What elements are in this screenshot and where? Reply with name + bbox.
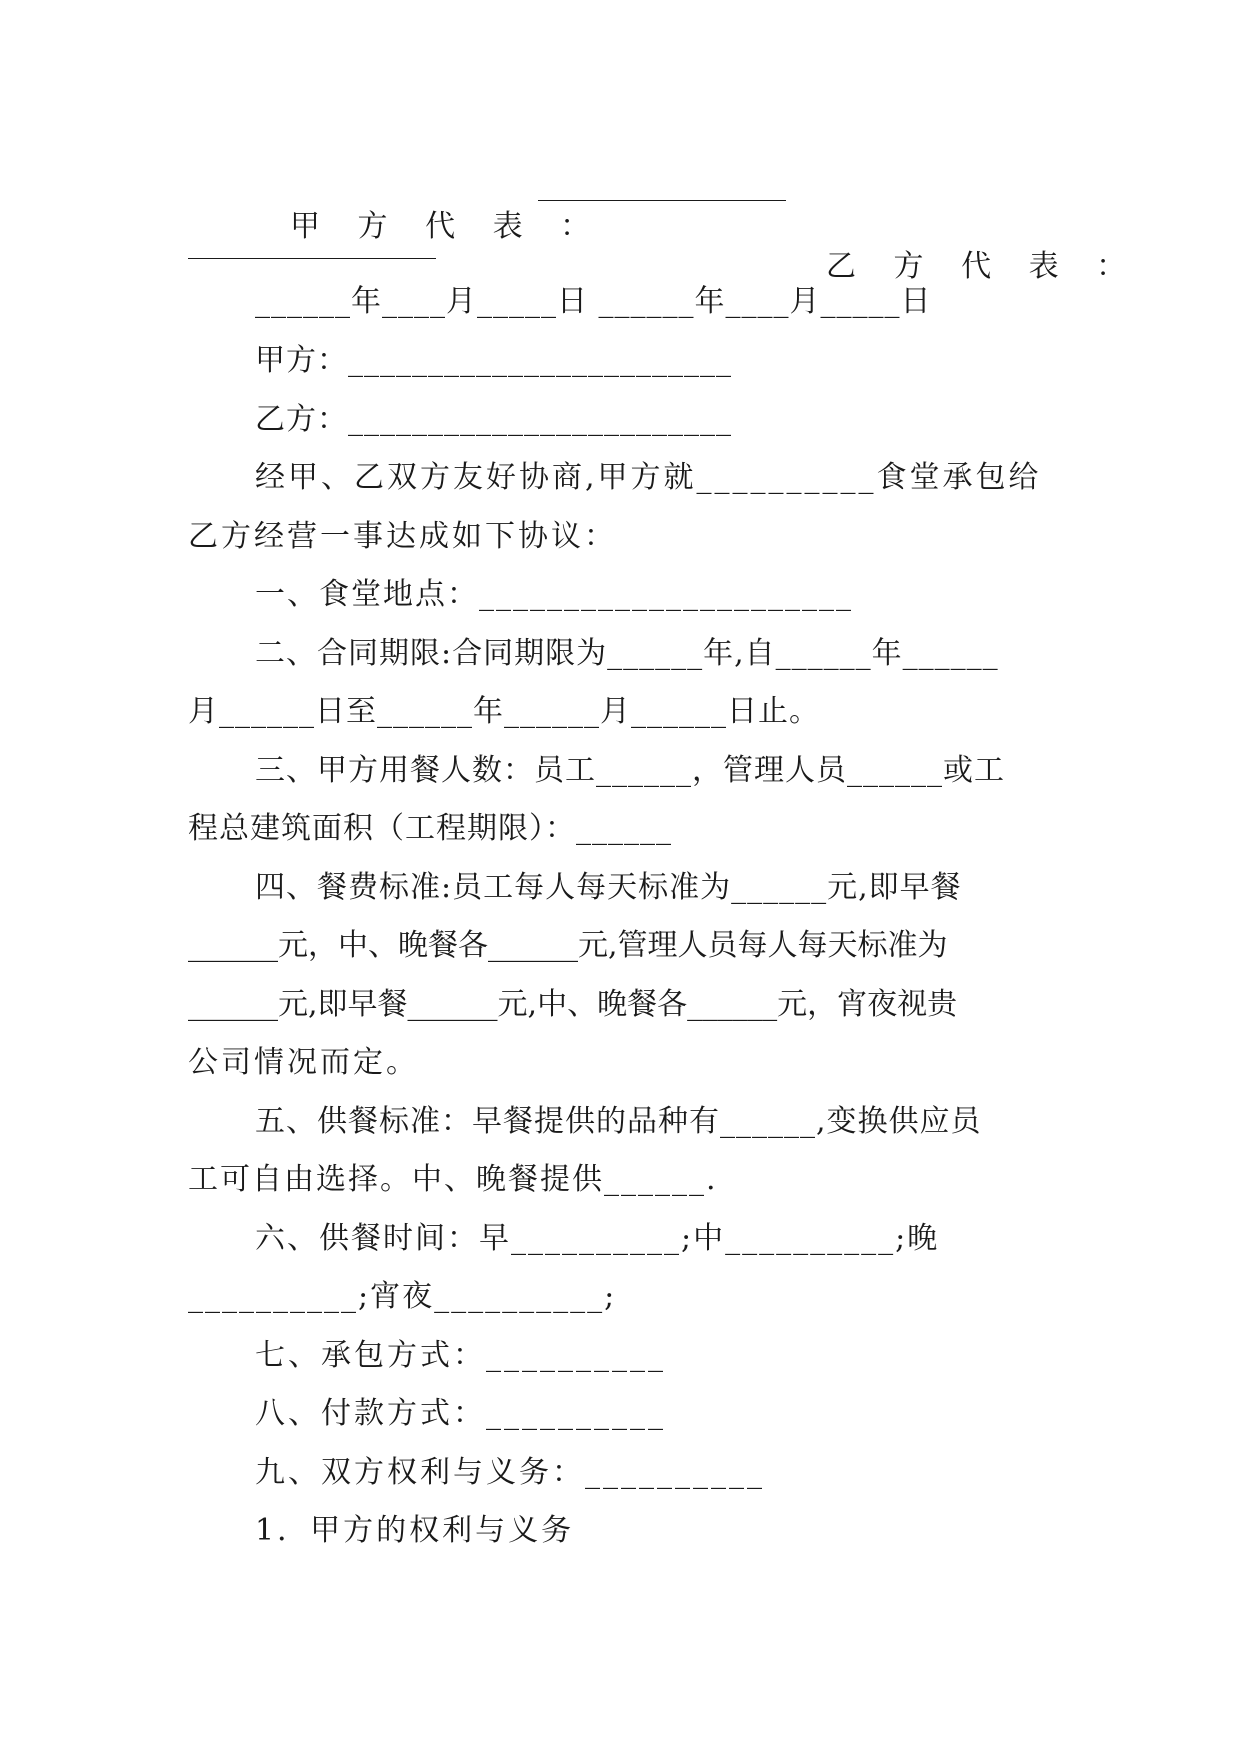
clause-4-line-2: ______元，中、晚餐各______元,管理人员每人每天标准为	[188, 928, 948, 963]
signature-date-line: ______年____月_____日 ______年____月_____日	[255, 284, 932, 319]
clause-2-line-2: 月______日至______年______月______日止。	[188, 694, 820, 729]
clause-5-line-1: 五、供餐标准：早餐提供的品种有______,变换供应员	[255, 1104, 982, 1139]
item-1-party-a-rights: 1．甲方的权利与义务	[255, 1513, 575, 1548]
party-a-representative-label: 甲 方 代 表 ：	[290, 209, 605, 244]
clause-4-line-3: ______元,即早餐______元,中、晚餐各______元，宵夜视贵	[188, 987, 958, 1022]
party-b-line: 乙方：________________________	[255, 402, 732, 437]
party-a-representative-blank	[538, 200, 786, 201]
clause-6-line-1: 六、供餐时间：早__________;中__________;晚	[255, 1221, 940, 1256]
representatives-line	[0, 167, 1241, 284]
clause-3-line-2: 程总建筑面积（工程期限）：______	[188, 811, 672, 846]
clause-6-line-2: __________;宵夜__________;	[188, 1279, 617, 1314]
clause-2-line-1: 二、合同期限:合同期限为______年,自______年______	[255, 636, 999, 671]
clause-4-line-4: 公司情况而定。	[188, 1045, 419, 1080]
clause-5-line-2: 工可自由选择。中、晚餐提供______.	[188, 1162, 718, 1197]
clause-3-line-1: 三、甲方用餐人数：员工______，管理人员______或工	[255, 753, 1005, 788]
party-a-line: 甲方：________________________	[255, 343, 732, 378]
clause-4-line-1: 四、餐费标准:员工每人每天标准为______元,即早餐	[255, 870, 962, 905]
clause-1-location: 一、食堂地点：______________________	[255, 577, 853, 612]
intro-line-1: 经甲、乙双方友好协商,甲方就__________食堂承包给	[255, 460, 1042, 495]
intro-line-2: 乙方经营一事达成如下协议：	[188, 519, 617, 554]
clause-9-rights-obligations: 九、双方权利与义务：__________	[255, 1455, 765, 1490]
party-b-representative-label: 乙 方 代 表 ：	[826, 249, 1141, 284]
clause-8-payment-method: 八、付款方式：__________	[255, 1396, 666, 1431]
clause-7-contract-method: 七、承包方式：__________	[255, 1338, 666, 1373]
party-b-representative-blank	[188, 258, 436, 259]
